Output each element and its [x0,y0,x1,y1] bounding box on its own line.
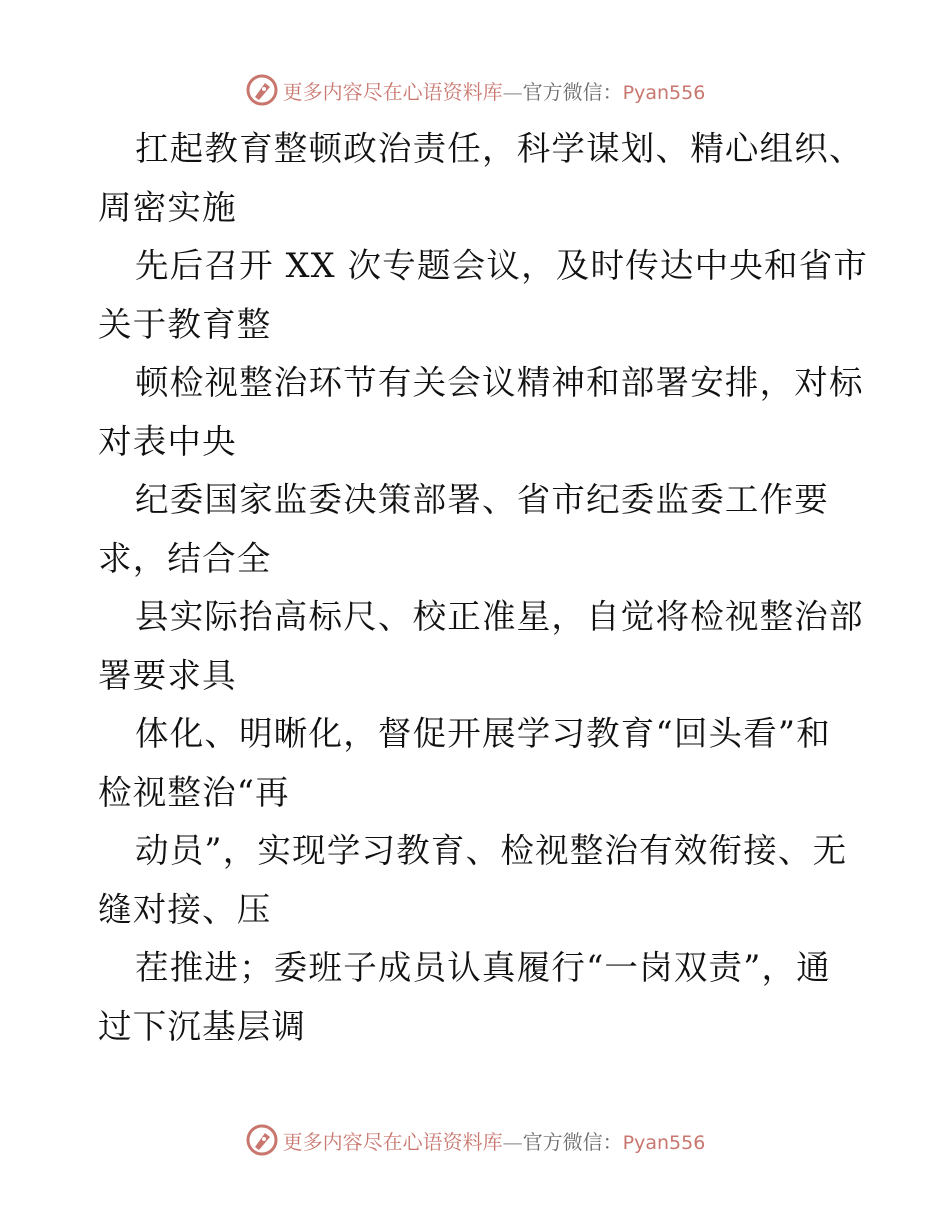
body-line: 过下沉基层调 [98,1006,307,1046]
watermark-wechat-label: 官方微信： [522,79,623,104]
watermark-wechat-id: Pyan556 [622,81,706,104]
watermark-wechat-label: 官方微信： [522,1129,623,1154]
body-line: 周密实施 [98,187,237,227]
body-line: 检视整治“再 [98,772,290,812]
body-line: 纪委国家监委决策部署、省市纪委监委工作要 [135,480,829,519]
body-line: 县实际抬高标尺、校正准星，自觉将检视整治部 [135,597,864,636]
body-line: 先后召开 XX 次专题会议，及时传达中央和省市 [135,246,869,285]
watermark-text [283,76,706,105]
watermark-wechat-id: Pyan556 [622,1131,706,1154]
watermark-brand: 更多内容尽在心语资料库 [282,1129,503,1154]
body-line: 茬推进；委班子成员认真履行“一岗双责”，通 [135,948,831,987]
body-line: 扛起教育整顿政治责任，科学谋划、精心组织、 [135,129,864,168]
pen-nib-logo-icon [245,73,279,107]
watermark-dash: — [502,79,523,104]
body-line: 关于教育整 [98,304,272,344]
body-line: 顿检视整治环节有关会议精神和部署安排，对标 [135,363,864,402]
body-line: 体化、明晰化，督促开展学习教育“回头看”和 [135,714,831,753]
body-line: 求，结合全 [98,538,272,578]
watermark-dash: — [502,1129,523,1154]
watermark-brand: 更多内容尽在心语资料库 [282,79,503,104]
body-line: 对表中央 [98,421,237,461]
watermark-text [283,1126,706,1155]
pen-nib-logo-icon [245,1123,279,1157]
header-watermark [0,70,950,110]
body-line: 署要求具 [98,655,237,695]
document-body [98,120,869,1056]
body-line: 缝对接、压 [98,889,272,929]
body-line: 动员”，实现学习教育、检视整治有效衔接、无 [135,831,848,870]
footer-watermark [0,1120,950,1160]
